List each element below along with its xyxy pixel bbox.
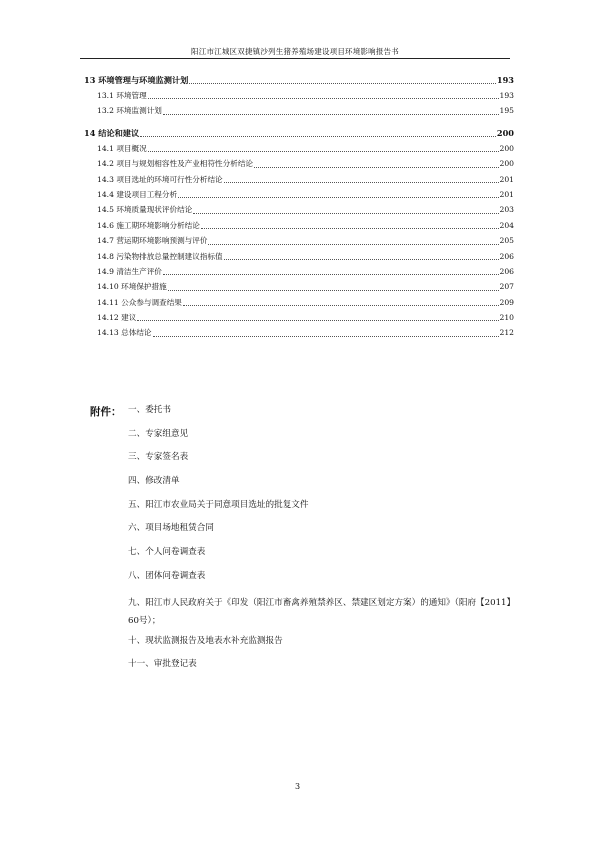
annex-item: 四、修改清单 — [128, 476, 180, 487]
header-rule — [80, 58, 510, 59]
annex-item: 七、个人问卷调查表 — [128, 547, 206, 558]
toc-section-entry[interactable] — [84, 156, 514, 171]
toc-entry-page: 203 — [499, 205, 514, 215]
running-header: 阳江市江城区双捷镇沙列生猪养殖场建设项目环境影响报告书 — [191, 47, 399, 56]
toc-entry-page: 209 — [499, 297, 514, 307]
toc-entry-label: 14.5 环境质量现状评价结论 — [97, 205, 193, 215]
toc-entry-page: 193 — [499, 90, 514, 100]
toc-entry-label: 14.12 建议 — [97, 313, 137, 323]
toc-section-entry[interactable] — [84, 141, 514, 156]
toc-entry-page: 205 — [499, 236, 514, 246]
annex-item: 一、委托书 — [128, 405, 171, 415]
toc-dot-leader — [183, 305, 499, 306]
toc-entry-page: 206 — [499, 266, 514, 276]
toc-entry-page: 206 — [499, 251, 514, 261]
toc-entry-page: 201 — [499, 189, 514, 199]
toc-entry-label: 14.8 污染物排放总量控制建议指标值 — [97, 251, 223, 261]
toc-section-entry[interactable] — [84, 187, 514, 202]
annex-list — [128, 404, 518, 682]
annex-item: 三、专家签名表 — [128, 452, 189, 463]
toc-dot-leader — [193, 213, 498, 214]
toc-dot-leader — [224, 259, 499, 260]
toc-section-entry[interactable] — [84, 279, 514, 294]
toc-entry-label: 14 结论和建议 — [84, 127, 140, 138]
toc-entry-label: 14.6 施工期环境影响分析结论 — [97, 220, 200, 230]
toc-section-entry[interactable] — [84, 249, 514, 264]
toc-entry-label: 13.1 环境管理 — [97, 90, 147, 100]
toc-section-entry[interactable] — [84, 264, 514, 279]
toc-entry-page: 212 — [499, 328, 514, 338]
toc-dot-leader — [201, 228, 499, 229]
annex-item: 九、阳江市人民政府关于《印发（阳江市畜禽养殖禁养区、禁建区划定方案）的通知》（阳府【2011】60号）； — [128, 597, 516, 626]
toc-entry-label: 13.2 环境监测计划 — [97, 106, 162, 116]
toc-entry-label: 14.7 营运期环境影响预测与评价 — [97, 236, 208, 246]
toc-entry-label: 14.2 项目与规划相容性及产业相符性分析结论 — [97, 159, 254, 169]
toc-chapter-entry[interactable] — [84, 72, 514, 88]
annex-title: 附件： — [90, 406, 122, 418]
toc-section-entry[interactable] — [84, 295, 514, 310]
toc-section-entry[interactable] — [84, 310, 514, 325]
toc-dot-leader — [208, 244, 498, 245]
toc-entry-page: 200 — [499, 143, 514, 153]
toc-chapter-entry[interactable] — [84, 125, 514, 141]
annex-item: 五、阳江市农业局关于同意项目选址的批复文件 — [128, 499, 309, 510]
toc-entry-label: 14.1 项目概况 — [97, 143, 147, 153]
toc-section-entry[interactable] — [84, 202, 514, 217]
toc-dot-leader — [168, 290, 499, 291]
toc-section-entry[interactable] — [84, 172, 514, 187]
toc-entry-page: 210 — [499, 313, 514, 323]
toc-dot-leader — [189, 83, 496, 84]
toc-entry-page: 200 — [496, 127, 514, 138]
toc-entry-label: 14.13 总体结论 — [97, 328, 152, 338]
toc-dot-leader — [137, 320, 498, 321]
toc-entry-page: 200 — [499, 159, 514, 169]
toc-dot-leader — [148, 98, 499, 99]
toc-entry-page: 195 — [499, 106, 514, 116]
toc-dot-leader — [224, 182, 499, 183]
annex-item: 六、项目场地租赁合同 — [128, 523, 214, 534]
toc-dot-leader — [178, 197, 498, 198]
toc-entry-page: 193 — [496, 75, 514, 85]
annex-item: 十、现状监测报告及地表水补充监测报告 — [128, 635, 283, 646]
annex-item: 二、专家组意见 — [128, 428, 189, 439]
toc-dot-leader — [148, 151, 499, 152]
annex-item: 八、团体问卷调查表 — [128, 570, 206, 581]
toc-entry-label: 14.9 清洁生产评价 — [97, 266, 162, 276]
table-of-contents — [84, 72, 514, 341]
toc-entry-page: 207 — [499, 282, 514, 292]
toc-entry-page: 201 — [499, 174, 514, 184]
toc-entry-label: 14.4 建设项目工程分析 — [97, 189, 178, 199]
toc-section-entry[interactable] — [84, 88, 514, 103]
toc-entry-page: 204 — [499, 220, 514, 230]
toc-section-entry[interactable] — [84, 218, 514, 233]
toc-dot-leader — [140, 136, 496, 137]
annex-item: 十一、审批登记表 — [128, 659, 197, 670]
toc-entry-label: 13 环境管理与环境监测计划 — [84, 75, 189, 85]
toc-section-entry[interactable] — [84, 103, 514, 118]
toc-section-entry[interactable] — [84, 325, 514, 340]
toc-entry-label: 14.11 公众参与调查结果 — [97, 297, 182, 307]
toc-dot-leader — [163, 274, 499, 275]
toc-entry-label: 14.3 项目选址的环境可行性分析结论 — [97, 174, 223, 184]
toc-dot-leader — [163, 114, 499, 115]
toc-entry-label: 14.10 环境保护措施 — [97, 282, 167, 292]
toc-section-entry[interactable] — [84, 233, 514, 248]
page-number: 3 — [294, 782, 301, 791]
toc-dot-leader — [254, 167, 498, 168]
toc-dot-leader — [153, 336, 499, 337]
